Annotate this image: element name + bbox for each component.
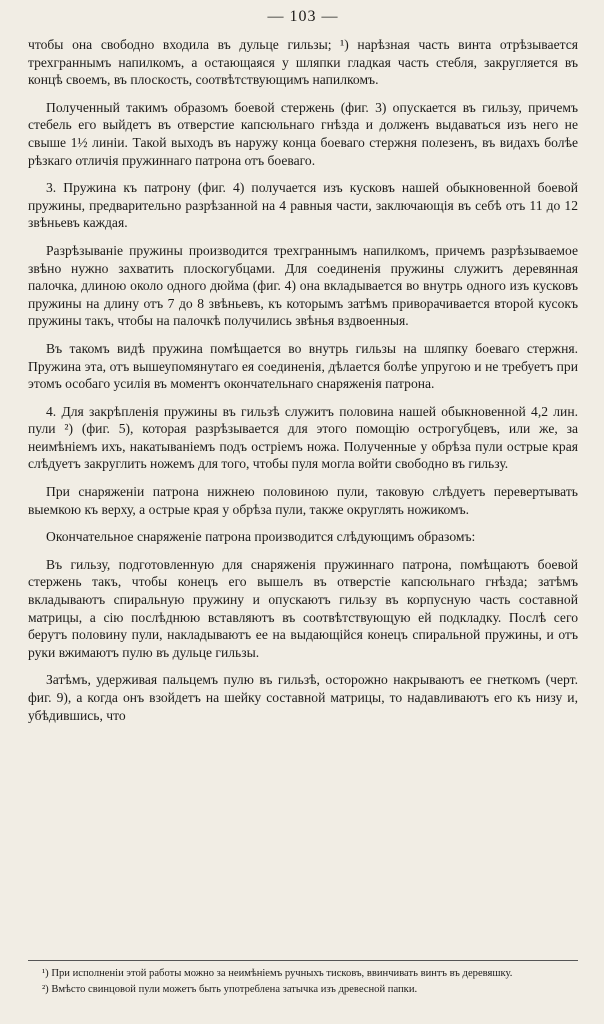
paragraph-8: Окончательное снаряженіе патрона производится слѣдующимъ образомъ: [46,529,476,545]
footnote-1: ¹) При исполненіи этой работы можно за неимѣніемъ ручныхъ тисковъ, ввинчивать винтъ въ деревяшку. [42,968,513,979]
paragraph-1: чтобы она свободно входила въ дульце гильзы; ¹) нарѣзная часть винта отрѣзывается трехграннымъ напилкомъ, а остающаяся у шляпки гладкая часть стебля, закругляется въ концѣ своемъ, въ плоскость, соотвѣтствующимъ напилкомъ. [28,37,578,88]
footnotes [28,960,578,999]
footnote-2: ²) Вмѣсто свинцовой пули можетъ быть употреблена затычка изъ древесной папки. [42,984,418,995]
paragraph-3: 3. Пружина къ патрону (фиг. 4) получается изъ кусковъ нашей обыкновенной боевой пружины, предварительно разрѣзанной на 4 равныя части, заключающія въ себѣ отъ 11 до 12 звѣньевъ каждая. [28,180,578,231]
paragraph-2: Полученный такимъ образомъ боевой стержень (фиг. 3) опускается въ гильзу, причемъ стебель его выйдетъ въ отверстие капсюльнаго гнѣзда и долженъ выдаваться изъ него не свыше 1½ линіи. Такой выходъ въ наружу конца боеваго стержня полезенъ, въ видахъ болѣе рѣзкаго отличія пружиннаго патрона отъ боеваго. [28,99,578,168]
paragraph-10: Затѣмъ, удерживая пальцемъ пулю въ гильзѣ, осторожно накрываютъ ее гнеткомъ (черт. фиг. 9), а когда онъ взойдетъ на шейку составной матрицы, то надавливаютъ его къ низу и, убѣдившись, что [28,672,578,723]
paragraph-9: Въ гильзу, подготовленную для снаряженія пружиннаго патрона, помѣщаютъ боевой стержень такъ, чтобы конецъ его вышелъ въ отверстіе капсюльнаго гнѣзда; затѣмъ вкладываютъ спиральную пружину и опускаютъ гильзу въ корпусную часть составной матрицы, а сію послѣднюю вставляютъ въ соотвѣтствующую ей подкладку. Послѣ сего берутъ половину пули, накладываютъ ее на выдающійся конецъ спиральной пружины, и отъ руки вжимаютъ пулю въ дульце гильзы. [28,556,578,660]
paragraph-6: 4. Для закрѣпленія пружины въ гильзѣ служитъ половина нашей обыкновенной 4,2 лин. пули ²) (фиг. 5), которая разрѣзывается для этого помощію острогубцевъ, или же, за неимѣніемъ ихъ, накатываніемъ подъ остріемъ ножа. Полученные у обрѣза пули острые края слѣдуетъ закруглить ножемъ для того, чтобы пуля могла войти свободно въ гильзу. [28,403,578,472]
paragraph-5: Въ такомъ видѣ пружина помѣщается во внутрь гильзы на шляпку боеваго стержня. Пружина эта, отъ вышеупомянутаго ея соединенія, дѣлается болѣе упругою и не требуетъ при этомъ особаго усилія въ моментъ окончательнаго снаряженія патрона. [28,340,578,392]
page-number: — 103 — [267,8,339,25]
paragraph-4: Разрѣзываніе пружины производится трехграннымъ напилкомъ, причемъ разрѣзываемое звѣно нужно захватить плоскогубцами. Для соединенія пружины служитъ деревянная палочка, длиною около одного дюйма (фиг. 4) она вкладывается во внутрь одного изъ кусковъ пружины на длину отъ 7 до 8 звѣньевъ, къ которымъ затѣмъ приворачивается второй кусокъ пружины такъ, чтобы на палочкѣ получились звѣнья вздвоенныя. [28,242,578,329]
page-body [28,36,578,724]
paragraph-7: При снаряженіи патрона нижнею половиною пули, таковую слѣдуетъ перевертывать выемкою къ верху, а острые края у обрѣза пули, также округлять ножикомъ. [28,484,578,517]
